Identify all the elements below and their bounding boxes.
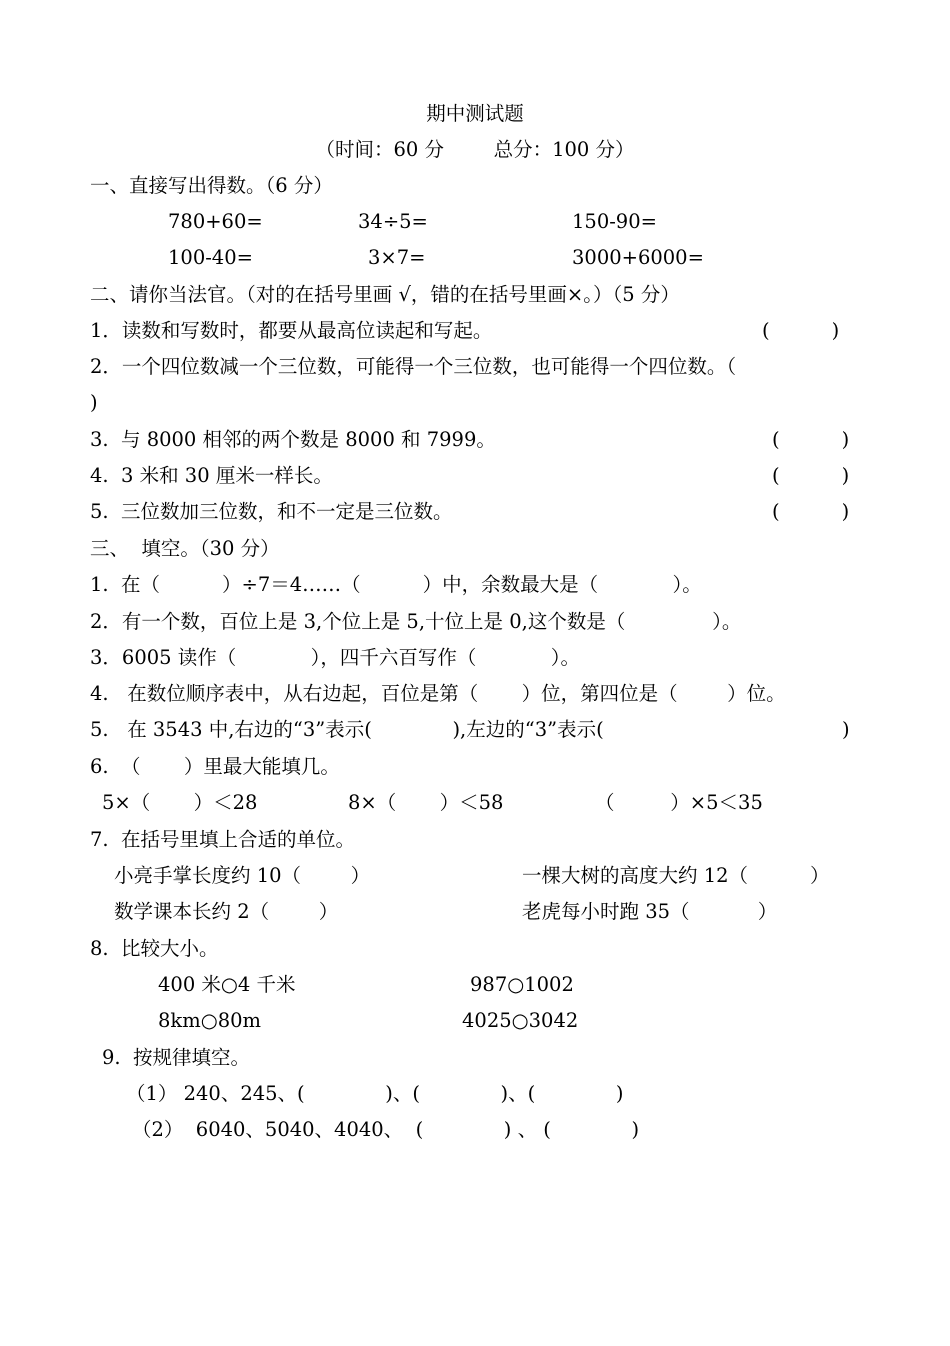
fill-question: 8. 比较大小。 xyxy=(90,937,219,960)
unit-item: 小亮手掌长度约 10（ ） xyxy=(114,864,371,887)
compare-item: 4025○3042 xyxy=(462,1009,579,1032)
judge-question: 2．一个四位数减一个三位数，可能得一个三位数，也可能得一个四位数。（ xyxy=(90,355,737,378)
answer-paren: ( ) xyxy=(772,428,850,451)
section-1-heading: 一、直接写出得数。（6 分） xyxy=(90,174,333,197)
page-title: 期中测试题 xyxy=(426,102,524,125)
calc-item: 3000+6000= xyxy=(572,246,704,269)
fill-question: 2．有一个数，百位上是 3,个位上是 5,十位上是 0,这个数是（ ）。 xyxy=(90,610,742,633)
unit-item: 老虎每小时跑 35（ ） xyxy=(522,900,778,923)
calc-item: 780+60= xyxy=(168,210,263,233)
fill-question: 5. 在 3543 中,右边的“3”表示( ),左边的“3”表示( xyxy=(90,718,604,741)
calc-item: 3×7= xyxy=(368,246,426,269)
inequality-item: （ ）×5＜35 xyxy=(595,791,763,814)
judge-question-continuation: ) xyxy=(90,391,98,414)
compare-item: 8km○80m xyxy=(158,1009,262,1032)
inequality-item: 8×（ ）＜58 xyxy=(348,791,504,814)
judge-question: 4. 3 米和 30 厘米一样长。 xyxy=(90,464,333,487)
fill-question-close-paren: ) xyxy=(842,718,850,741)
judge-question: 5. 三位数加三位数，和不一定是三位数。 xyxy=(90,500,453,523)
answer-paren: ( ) xyxy=(762,319,840,342)
section-3-heading: 三、 填空。（30 分） xyxy=(90,537,280,560)
fill-question: 9. 按规律填空。 xyxy=(102,1046,251,1069)
compare-item: 400 米○4 千米 xyxy=(158,973,296,996)
answer-paren: ( ) xyxy=(772,500,850,523)
judge-question: 1．读数和写数时，都要从最高位读起和写起。 xyxy=(90,319,493,342)
fill-question: 7. 在括号里填上合适的单位。 xyxy=(90,828,356,851)
judge-question: 3. 与 8000 相邻的两个数是 8000 和 7999。 xyxy=(90,428,496,451)
inequality-item: 5×（ ）＜28 xyxy=(102,791,258,814)
unit-item: 一棵大树的高度大约 12（ ） xyxy=(522,864,830,887)
pattern-item: （1） 240、245、( )、( )、( ) xyxy=(126,1082,624,1105)
unit-item: 数学课本长约 2（ ） xyxy=(114,900,339,923)
answer-paren: ( ) xyxy=(772,464,850,487)
calc-item: 100-40= xyxy=(168,246,253,269)
section-2-heading: 二、请你当法官。（对的在括号里画 √，错的在括号里画×。）（5 分） xyxy=(90,283,680,306)
fill-question: 4. 在数位顺序表中，从右边起，百位是第（ ）位，第四位是（ ）位。 xyxy=(90,682,786,705)
page-subtitle: （时间：60 分 总分：100 分） xyxy=(315,138,635,161)
calc-item: 34÷5= xyxy=(358,210,428,233)
calc-item: 150-90= xyxy=(572,210,657,233)
fill-question: 6. （ ）里最大能填几。 xyxy=(90,755,340,778)
pattern-item: （2） 6040、5040、4040、 ( ) 、 ( ) xyxy=(132,1118,640,1141)
compare-item: 987○1002 xyxy=(470,973,574,996)
fill-question: 3．6005 读作（ ），四千六百写作（ ）。 xyxy=(90,646,580,669)
fill-question: 1. 在（ ）÷7＝4……（ ）中，余数最大是（ ）。 xyxy=(90,573,702,596)
